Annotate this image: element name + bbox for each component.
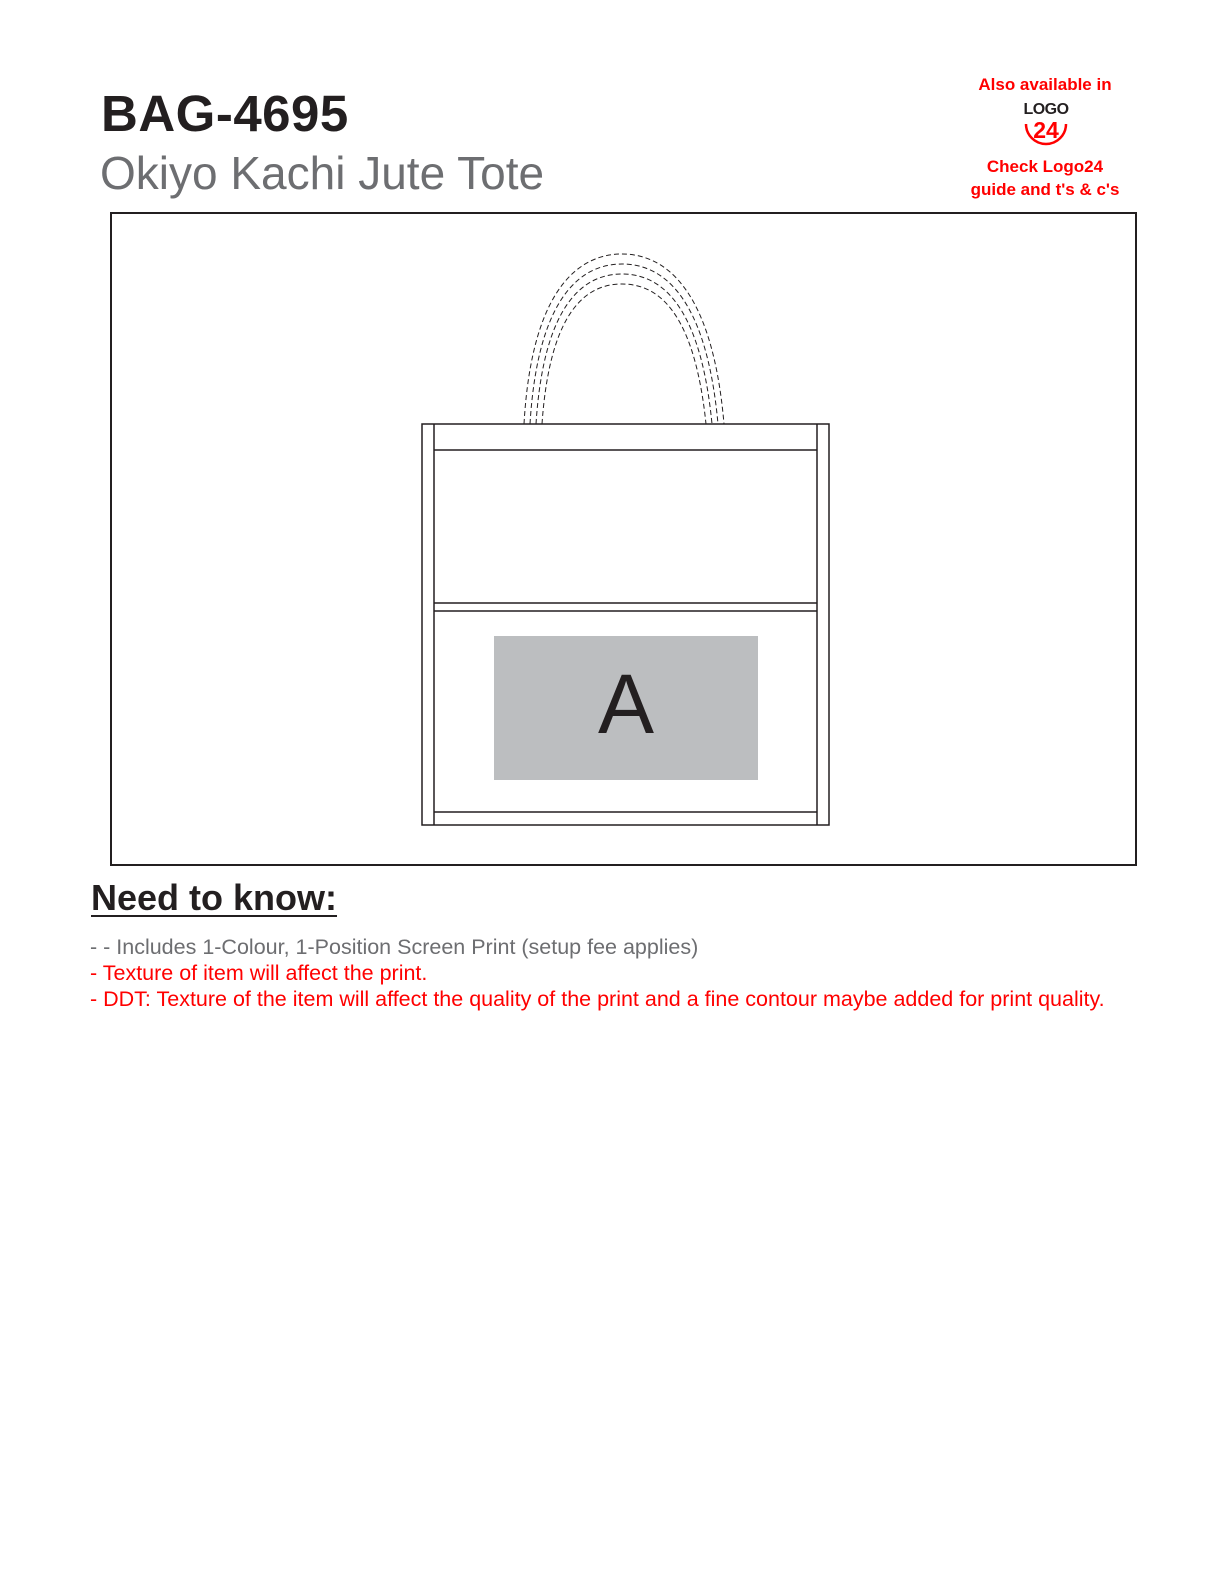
product-image-frame [110, 212, 1137, 866]
logo24-mark-text: LOGO [1023, 101, 1069, 118]
need-to-know-item: - - Includes 1-Colour, 1-Position Screen Print (setup fee applies) [90, 935, 699, 959]
need-to-know-item: - Texture of item will affect the print. [90, 961, 428, 985]
print-area-label: A [597, 657, 655, 751]
product-code: BAG-4695 [101, 85, 349, 142]
print-area-a [494, 636, 758, 780]
product-name: Okiyo Kachi Jute Tote [100, 147, 545, 199]
need-to-know-item: - DDT: Texture of the item will affect the quality of the print and a fine contour maybe added for print quality. [90, 987, 1105, 1011]
need-to-know-heading: Need to know: [91, 877, 338, 918]
logo24-badge [950, 74, 1140, 204]
need-to-know-list [90, 934, 1150, 1012]
logo24-mark [1016, 102, 1076, 150]
badge-terms-text: guide and t's & c's [970, 180, 1120, 199]
badge-available-text: Also available in [978, 75, 1112, 94]
badge-check-text: Check Logo24 [986, 157, 1104, 176]
logo24-mark-number: 24 [1033, 117, 1059, 143]
